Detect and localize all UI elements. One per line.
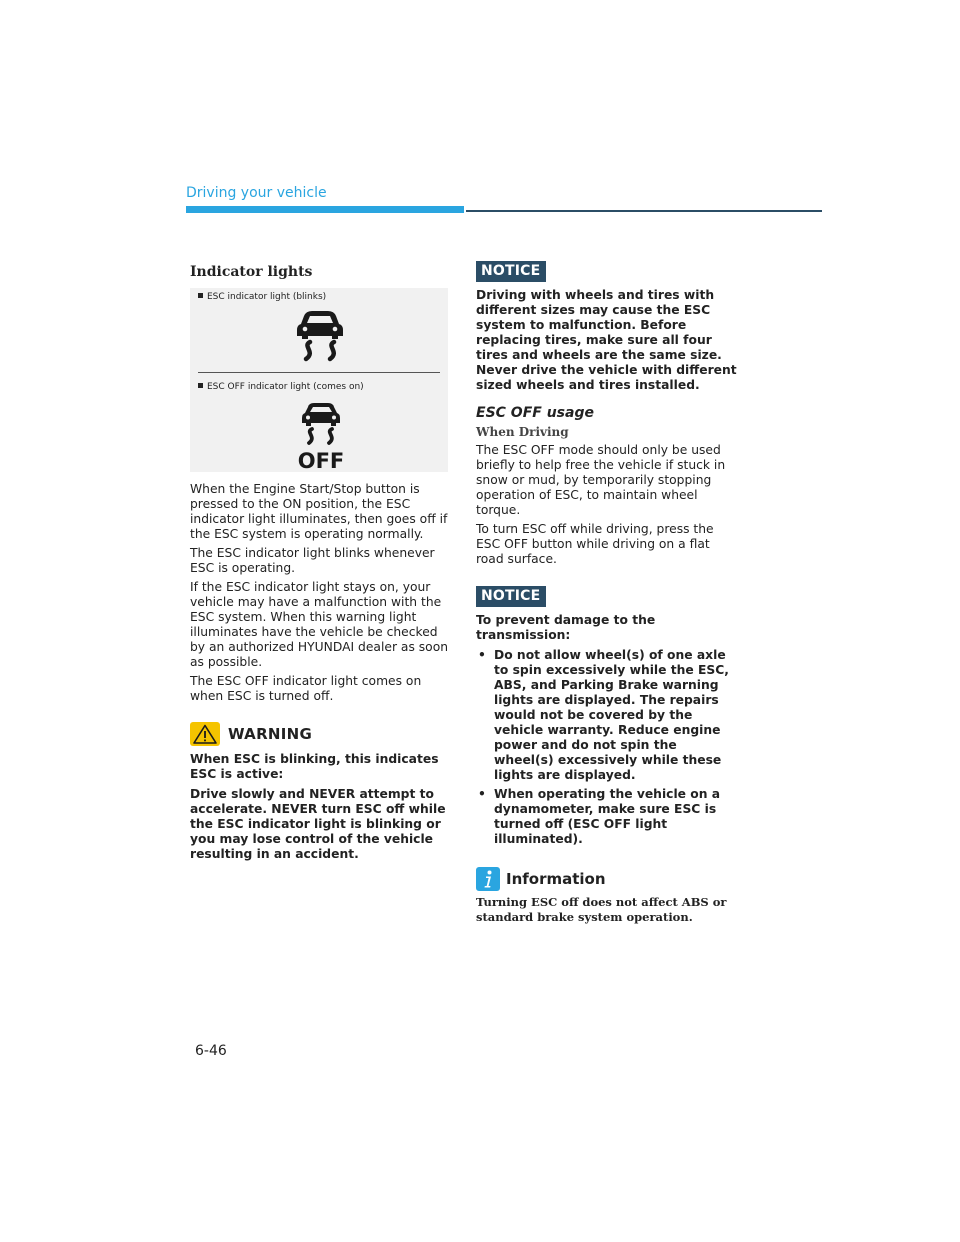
esc-off-usage-heading: ESC OFF usage	[476, 405, 594, 421]
warning-body	[190, 752, 450, 862]
square-bullet-icon	[198, 293, 203, 298]
esc-off-indicator-caption: ESC OFF indicator light (comes on)	[198, 382, 364, 392]
information-text: Turning ESC off does not affect ABS or standard brake system operation.	[476, 895, 727, 924]
notice-text: Driving with wheels and tires with different sizes may cause the ESC system to malfunction. Before replacing tires, make sure all four tires and wheels are the same size. Never drive the vehicle with different sized wheels and tires installed.	[476, 288, 737, 392]
indicator-lights-heading: Indicator lights	[190, 264, 313, 280]
left-column	[190, 264, 450, 867]
list-item: • Do not allow wheel(s) of one axle to spin excessively while the ESC, ABS, and Parking Brake warning lights are displayed. The repairs would not be covered by the vehicle warranty. Reduce engine power and do not spin the wheel(s) excessively while these lights are displayed.	[478, 648, 729, 782]
notice-transmission	[476, 585, 738, 847]
paragraph: The ESC OFF mode should only be used briefly to help free the vehicle if stuck in snow or mud, by temporarily stopping operation of ESC, to maintain wheel torque.	[476, 443, 726, 517]
paragraph: To turn ESC off while driving, press the ESC OFF button while driving on a flat road surface.	[476, 522, 714, 566]
information-header	[476, 867, 738, 891]
notice-bullet-list	[476, 648, 738, 847]
paragraph: The ESC indicator light blinks whenever ESC is operating.	[190, 546, 435, 575]
warning-line: When ESC is blinking, this indicates ESC is active:	[190, 752, 439, 781]
esc-off-icon	[296, 402, 346, 472]
right-column	[476, 260, 738, 925]
paragraph: If the ESC indicator light stays on, your vehicle may have a malfunction with the ESC system. When this warning light illuminates have the vehicle be checked by an authorized HYUNDAI dealer as soon as possible.	[190, 580, 449, 669]
esc-car-skid-icon	[290, 310, 350, 362]
header-title: Driving your vehicle	[186, 185, 327, 201]
warning-label: WARNING	[228, 725, 313, 743]
paragraph: When the Engine Start/Stop button is pressed to the ON position, the ESC indicator light illuminates, then goes off if the ESC system is operating normally.	[190, 482, 448, 541]
esc-off-icon-text: OFF	[297, 449, 345, 472]
when-driving-subheading: When Driving	[476, 425, 569, 439]
square-bullet-icon	[198, 383, 203, 388]
header-accent-bar	[186, 206, 464, 213]
warning-header	[190, 722, 450, 746]
information-icon	[476, 867, 500, 891]
notice-badge: NOTICE	[476, 261, 546, 282]
esc-indicator-caption: ESC indicator light (blinks)	[198, 292, 326, 302]
paragraph: The ESC OFF indicator light comes on when ESC is turned off.	[190, 674, 422, 703]
list-item: • When operating the vehicle on a dynamometer, make sure ESC is turned off (ESC OFF light illuminated).	[478, 787, 721, 846]
notice-badge: NOTICE	[476, 586, 546, 607]
warning-line: Drive slowly and NEVER attempt to accelerate. NEVER turn ESC off while the ESC indicator light is blinking or you may lose control of the vehicle resulting in an accident.	[190, 787, 446, 861]
notice-intro: To prevent damage to the transmission:	[476, 613, 656, 642]
bullet-icon: •	[478, 648, 486, 662]
header-rule	[466, 210, 822, 212]
information-label: Information	[506, 870, 606, 888]
indicator-divider	[198, 372, 440, 373]
bullet-icon: •	[478, 787, 486, 801]
indicator-description	[190, 482, 450, 704]
page-number: 6-46	[195, 1043, 227, 1059]
warning-triangle-icon	[190, 722, 220, 746]
indicator-figure	[190, 288, 448, 472]
